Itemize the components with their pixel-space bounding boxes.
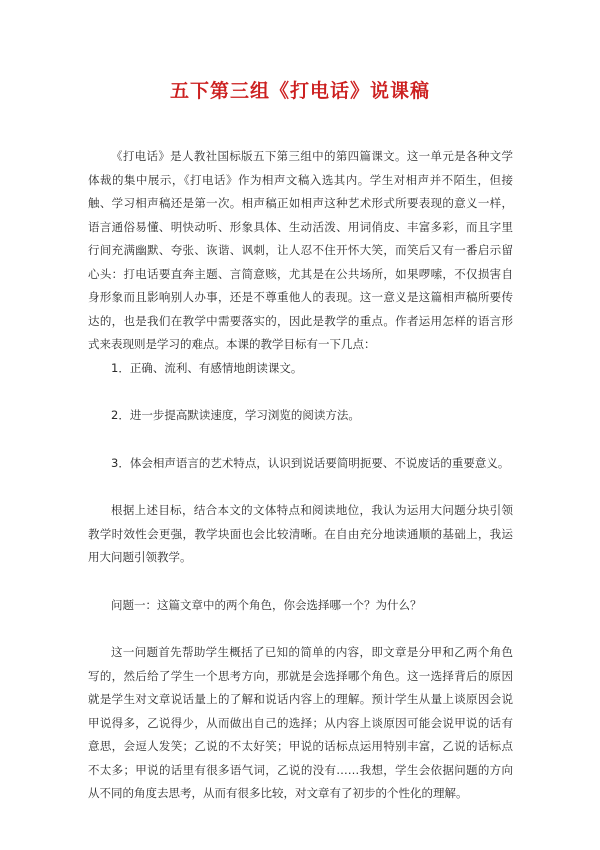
analysis-paragraph: 这一问题首先帮助学生概括了已知的简单的内容，即文章是分甲和乙两个角色写的，然后给了学生一个思考方向，那就是会选择哪个角色。这一选择背后的原因就是学生对文章说话量上的了解和说话内容上的理解。预计学生从量上谈原因会说甲说得多，乙说得少，从而做出自己的选择；从内容上谈原因可能会说甲说的话有意思，会逗人发笑；乙说的不太好笑；甲说的话标点运用特别丰富，乙说的话标点不太多；甲说的话里有很多语气词，乙说的没有……我想，学生会依据问题的方向从不同的角度去思考，从而有很多比较，对文章有了初步的个性化的理解。 <box>88 645 513 800</box>
intro-paragraph: 《打电话》是人教社国标版五下第三组中的第四篇课文。这一单元是各种文学体裁的集中展示，《打电话》作为相声文稿入选其内。学生对相声并不陌生，但接触、学习相声稿还是第一次。相声稿正如相声这种艺术形式所要表现的意义一样，语言通俗易懂、明快动听、形象具体、生动活泼、用词俏皮、丰富多彩，而且字里行间充满幽默、夸张、诙谐、讽刺，让人忍不住开怀大笑，而笑后又有一番启示留心头：打电话要直奔主题、言简意赅，尤其是在公共场所，如果啰嗦，不仅损害自身形象而且影响别人办事，还是不尊重他人的表现。这一意义是这篇相声稿所要传达的，也是我们在教学中需要落实的，因此是教学的重点。作者运用怎样的语言形式来表现则是学习的难点。本课的教学目标有一下几点： <box>88 149 513 351</box>
goal-item-3: 3．体会相声语言的艺术特点，认识到说话要简明扼要、不说废话的重要意义。 <box>111 455 510 470</box>
method-paragraph: 根据上述目标，结合本文的文体特点和阅读地位，我认为运用大问题分块引领教学时效性会更强，教学块面也会比较清晰。在自由充分地读通顺的基础上，我运用大问题引领教学。 <box>88 503 513 564</box>
goal-item-2: 2．进一步提高默读速度，学习浏览的阅读方法。 <box>111 408 360 422</box>
page-title: 五下第三组《打电话》说课稿 <box>169 80 430 102</box>
goal-item-1: 1．正确、流利、有感情地朗读课文。 <box>111 360 303 375</box>
question-one: 问题一：这篇文章中的两个角色，你会选择哪一个？为什么？ <box>111 597 422 612</box>
document-body <box>88 145 513 806</box>
